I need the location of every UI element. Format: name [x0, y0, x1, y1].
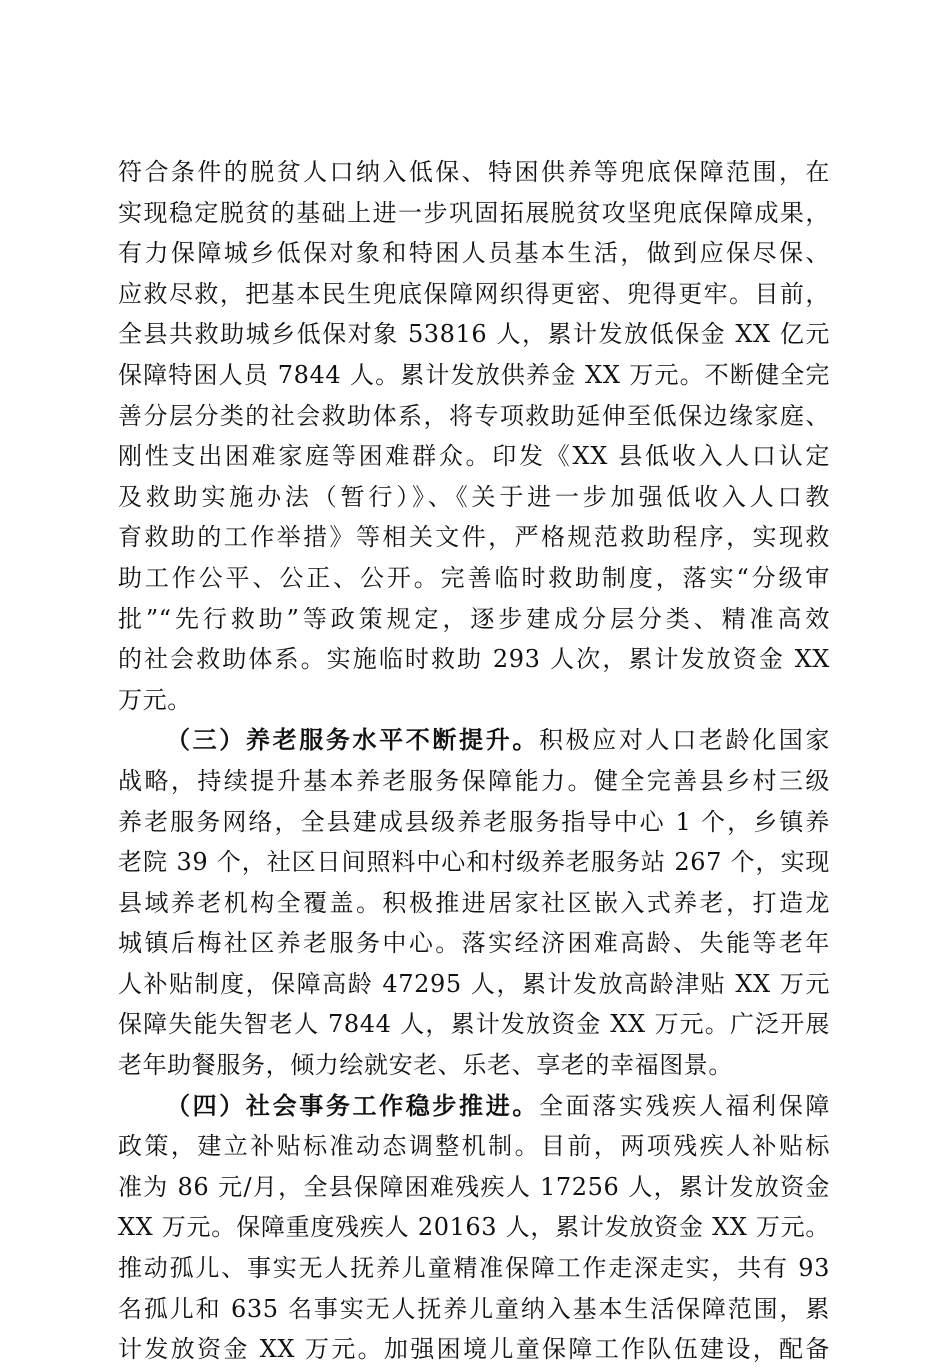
text-line: 老年助餐服务，倾力绘就安老、乐老、享老的幸福图景。 — [118, 1051, 733, 1080]
text-line: 准为 86 元/月，全县保障困难残疾人 17256 人，累计发放资金 — [118, 1172, 830, 1201]
text-line: 保障特困人员 7844 人。累计发放供养金 XX 万元。不断健全完 — [118, 360, 830, 389]
text-line: 人补贴制度，保障高龄 47295 人，累计发放高龄津贴 XX 万元 — [118, 969, 830, 998]
text-line: 名孤儿和 635 名事实无人抚养儿童纳入基本生活保障范围，累 — [118, 1294, 830, 1323]
text-run: 全面落实残疾人福利保障 — [538, 1091, 830, 1120]
text-line: 及救助实施办法（暂行）》、《关于进一步加强低收入人口教 — [118, 482, 830, 511]
text-line: 万元。 — [118, 685, 192, 714]
text-line: 批”“先行救助”等政策规定，逐步建成分层分类、精准高效 — [118, 604, 830, 633]
section-heading: （四）社会事务工作稳步推进。 — [166, 1090, 539, 1120]
paragraph-social-assistance — [118, 152, 830, 720]
text-line: 计发放资金 XX 万元。加强困境儿童保障工作队伍建设，配备 — [118, 1335, 830, 1364]
text-run: 积极应对人口老龄化国家 — [538, 726, 830, 755]
text-line: 城镇后梅社区养老服务中心。落实经济困难高龄、失能等老年 — [118, 929, 830, 958]
text-line: 育救助的工作举措》等相关文件，严格规范救助程序，实现救 — [118, 523, 830, 552]
text-line: 善分层分类的社会救助体系，将专项救助延伸至低保边缘家庭、 — [118, 401, 830, 430]
text-line: 全县共救助城乡低保对象 53816 人，累计发放低保金 XX 亿元 — [118, 320, 830, 349]
text-line: 战略，持续提升基本养老服务保障能力。健全完善县乡村三级 — [118, 766, 830, 795]
document-body — [118, 152, 830, 1370]
text-line: 实现稳定脱贫的基础上进一步巩固拓展脱贫攻坚兜底保障成果， — [118, 198, 830, 227]
text-line: 养老服务网络，全县建成县级养老服务指导中心 1 个，乡镇养 — [118, 807, 830, 836]
text-line: 助工作公平、公正、公开。完善临时救助制度，落实“分级审 — [118, 563, 830, 592]
paragraph-social-affairs — [118, 1086, 830, 1370]
text-line — [118, 1086, 830, 1127]
paragraph-elderly-services — [118, 720, 830, 1085]
text-line: 政策，建立补贴标准动态调整机制。目前，两项残疾人补贴标 — [118, 1132, 830, 1161]
text-line: XX 万元。保障重度残疾人 20163 人，累计发放资金 XX 万元。 — [118, 1213, 830, 1242]
section-heading: （三）养老服务水平不断提升。 — [166, 725, 539, 755]
text-line: 符合条件的脱贫人口纳入低保、特困供养等兜底保障范围，在 — [118, 158, 830, 186]
text-line: 刚性支出困难家庭等困难群众。印发《XX 县低收入人口认定 — [118, 442, 830, 471]
text-line — [118, 720, 830, 761]
text-line: 老院 39 个，社区日间照料中心和村级养老服务站 267 个，实现 — [118, 848, 830, 877]
text-line: 保障失能失智老人 7844 人，累计发放资金 XX 万元。广泛开展 — [118, 1010, 830, 1039]
text-line: 的社会救助体系。实施临时救助 293 人次，累计发放资金 XX — [118, 645, 830, 674]
text-line: 应救尽救，把基本民生兜底保障网织得更密、兜得更牢。目前， — [118, 279, 830, 308]
text-line: 推动孤儿、事实无人抚养儿童精准保障工作走深走实，共有 93 — [118, 1254, 830, 1283]
text-line: 县域养老机构全覆盖。积极推进居家社区嵌入式养老，打造龙 — [118, 888, 830, 917]
text-line: 有力保障城乡低保对象和特困人员基本生活，做到应保尽保、 — [118, 239, 830, 268]
